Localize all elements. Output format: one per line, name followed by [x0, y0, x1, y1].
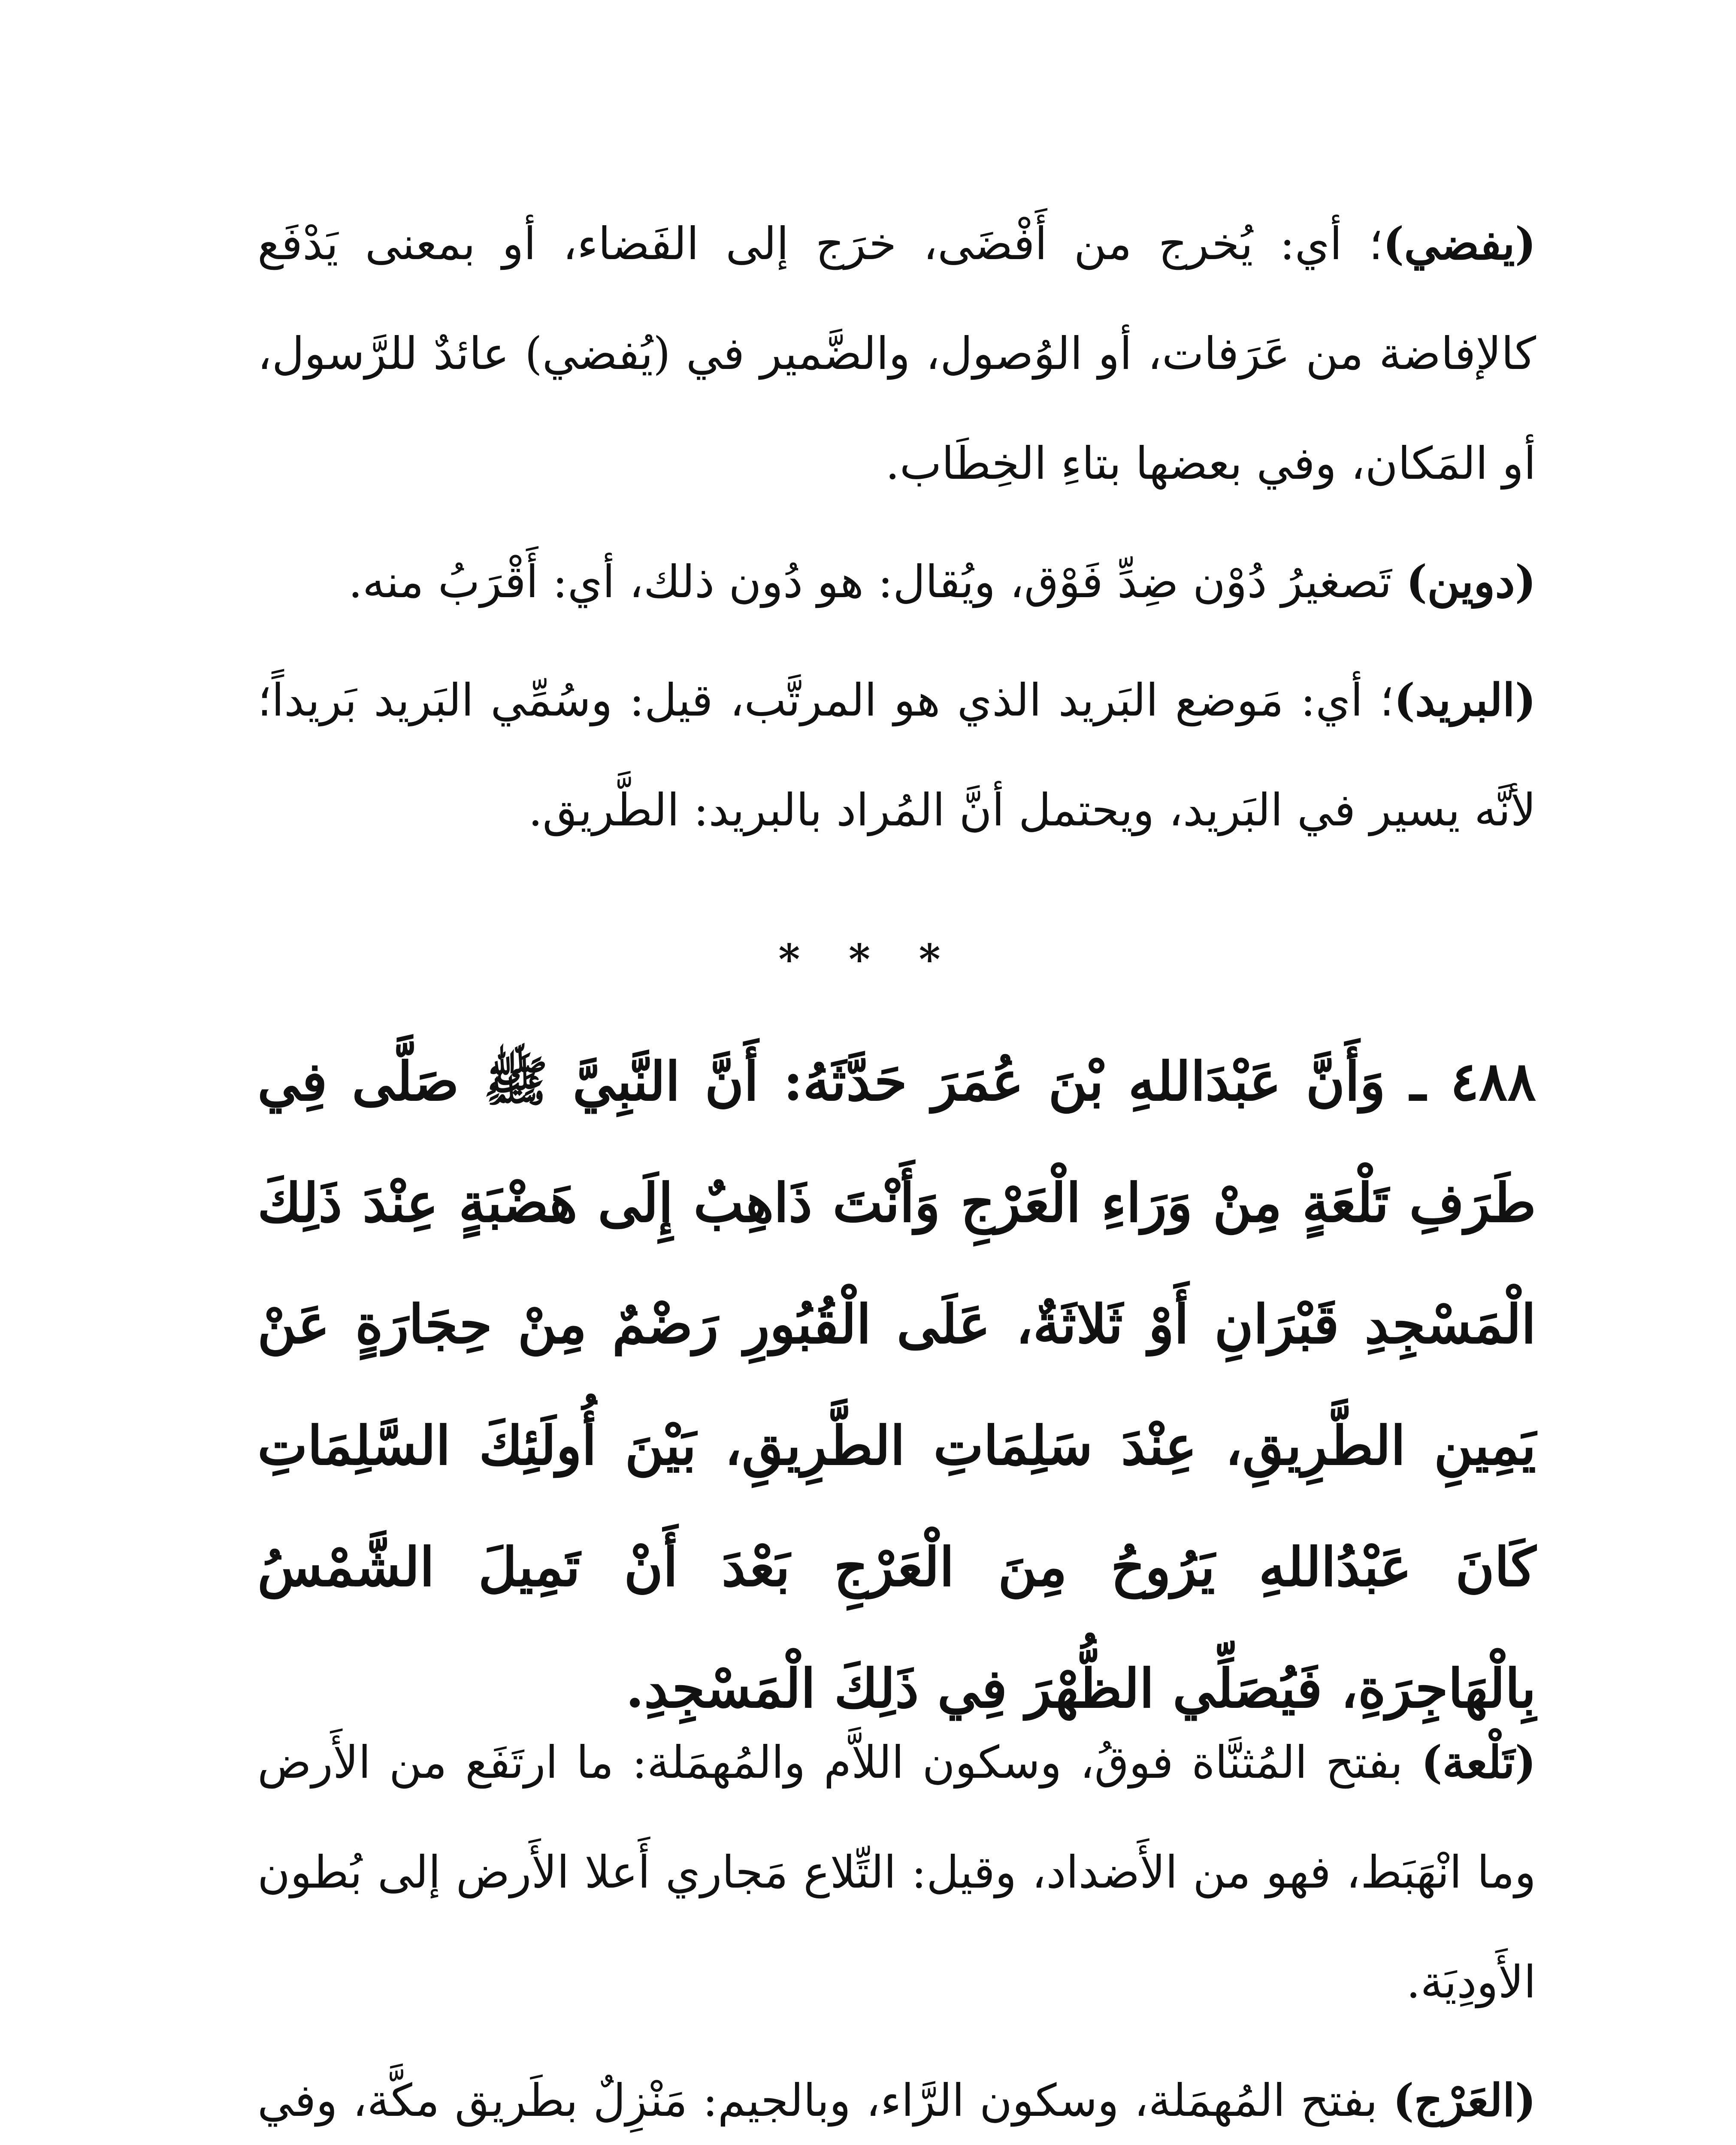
commentary-paragraph	[257, 645, 1536, 865]
commentary-top	[257, 189, 1536, 865]
commentary-text: بفتح المُثنَّاة فوقُ، وسكون اللاَّم والمُهمَلة: ما ارتَفَع من الأَرض وما انْهَبَط، فهو من الأَضداد، وقيل: التِّلاع مَجاري أَعلا الأَرض إلى بُطون الأَودِيَة.	[257, 1736, 1536, 2008]
section-separator: * * *	[778, 935, 958, 984]
commentary-text: بفتح المُهمَلة، وسكون الرَّاء، وبالجيم: مَنْزِلٌ بطَريق مكَّة، وفي	[257, 2074, 1378, 2127]
commentary-text: ؛ أي: مَوضع البَريد الذي هو المرتَّب، قيل: وسُمِّي البَريد بَريداً؛ لأنَّه يسير في البَريد، ويحتمل أنَّ المُراد بالبريد: الطَّريق.	[257, 674, 1536, 836]
commentary-term: (العَرْج)	[1393, 2074, 1536, 2127]
commentary-paragraph	[257, 2045, 1536, 2145]
commentary-bottom	[257, 1707, 1536, 2145]
commentary-paragraph	[257, 1707, 1536, 2037]
commentary-text: ؛ أي: يُخرج من أَفْضَى، خرَج إلى الفَضاء، أو بمعنى يَدْفَع كالإفاضة من عَرَفات، أو الوُصول، والضَّمير في (يُفضي) عائدٌ للرَّسول، أو المَكان، وفي بعضها بتاءِ الخِطَاب.	[257, 218, 1536, 489]
hadith-text	[257, 1021, 1536, 1749]
commentary-paragraph	[257, 527, 1536, 637]
commentary-paragraph	[257, 189, 1536, 518]
commentary-term: (دوين)	[1406, 555, 1536, 608]
commentary-text: تَصغيرُ دُوْن ضِدِّ فَوْق، ويُقال: هو دُون ذلك، أي: أَقْرَبُ منه.	[348, 556, 1406, 608]
commentary-term: (البريد)	[1394, 674, 1536, 726]
commentary-term: (تَلْعة)	[1421, 1736, 1536, 1789]
hadith-paragraph: ٤٨٨ ـ وَأَنَّ عَبْدَاللهِ بْنَ عُمَرَ حَدَّثَهُ: أَنَّ النَّبِيَّ ﷺ صَلَّى فِي طَرَفِ تَلْعَةٍ مِنْ وَرَاءِ الْعَرْجِ وَأَنْتَ ذَاهِبٌ إِلَى هَضْبَةٍ عِنْدَ ذَلِكَ الْمَسْجِدِ قَبْرَانِ أَوْ ثَلاثَةٌ، عَلَى الْقُبُورِ رَضْمٌ مِنْ حِجَارَةٍ عَنْ يَمِينِ الطَّرِيقِ، عِنْدَ سَلِمَاتِ الطَّرِيقِ، بَيْنَ أُولَئِكَ السَّلِمَاتِ كَانَ عَبْدُاللهِ يَرُوحُ مِنَ الْعَرْجِ بَعْدَ أَنْ تَمِيلَ الشَّمْسُ بِالْهَاجِرَةِ، فَيُصَلِّي الظُّهْرَ فِي ذَلِكَ الْمَسْجِدِ.	[257, 1051, 1536, 1720]
commentary-term: (يفضي)	[1383, 217, 1536, 270]
